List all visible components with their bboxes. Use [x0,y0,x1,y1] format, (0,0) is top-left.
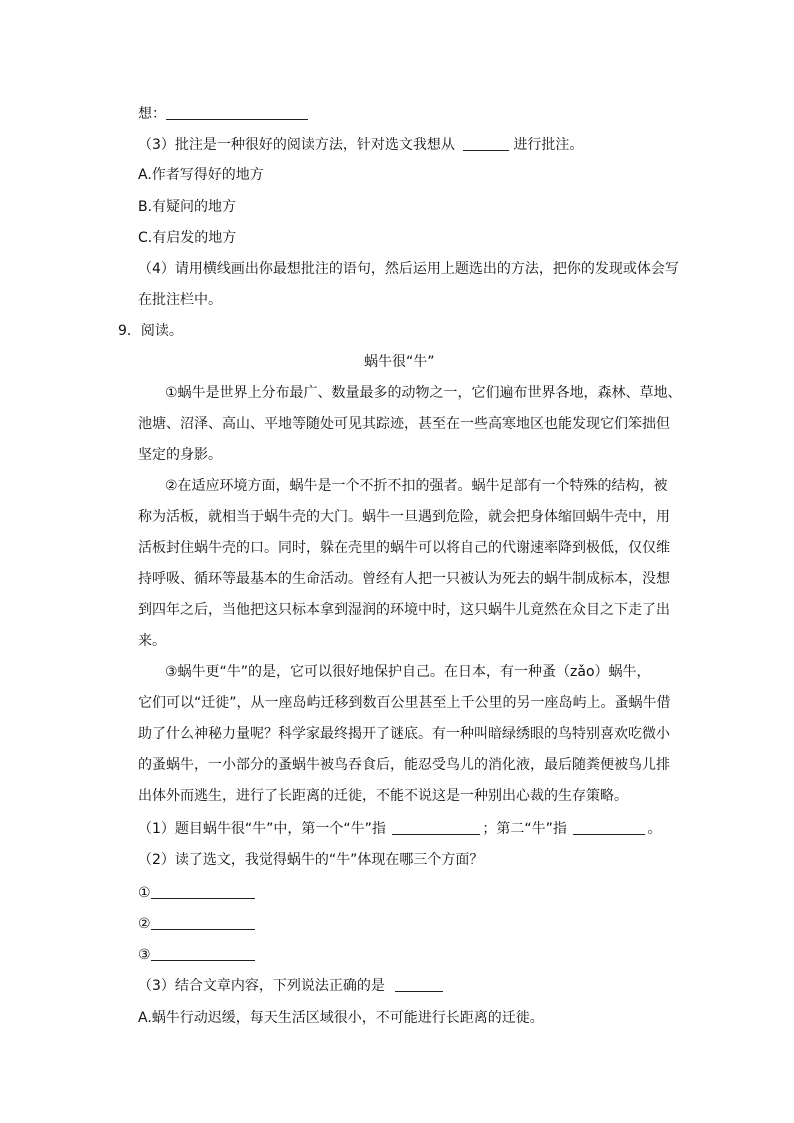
sub3-text: （3）结合文章内容，下列说法正确的是 [138,978,385,994]
option-b: B.有疑问的地方 [138,199,237,215]
para2-line: 来。 [138,633,166,649]
para1-line: ①蜗牛是世界上分布最广、数量最多的动物之一，它们遍布世界各地，森林、草地、 [165,385,682,401]
sub2-question: （2）读了选文，我觉得蜗牛的“牛”体现在哪三个方面？ [138,852,484,868]
sub1-blank-1[interactable] [392,820,480,835]
sub1-text: （1）题目蜗牛很“牛”中，第一个“牛”指 [138,821,386,837]
sub2-answer-2 [138,914,255,934]
q3-text: （3）批注是一种很好的阅读方法，针对选文我想从 [138,137,455,153]
q9-heading [118,321,183,341]
sub2-blank-3[interactable] [151,946,255,961]
q3-text-end: 进行批注。 [513,137,584,153]
para2-line: ②在适应环境方面，蜗牛是一个不折不扣的强者。蜗牛足部有一个特殊的结构，被 [165,478,668,494]
sub3-option-a: A.蜗牛行动迟缓，每天生活区域很小，不可能进行长距离的迁徙。 [138,1010,544,1026]
para2-line: 到四年之后，当他把这只标本拿到湿润的环境中时，这只蜗牛儿竟然在众目之下走了出 [138,602,670,618]
sub2-answer-1 [138,883,255,903]
q4-line-2: 在批注栏中。 [138,292,222,308]
option-a: A.作者写得好的地方 [138,167,264,183]
sub2-marker: ③ [138,947,151,963]
think-line [138,104,308,124]
para3-line: 的蚤蜗牛，一小部分的蚤蜗牛被鸟吞食后，能忍受鸟儿的消化液，最后随粪便被鸟儿排 [138,757,670,773]
para2-line: 持呼吸、循环等最基本的生命活动。曾经有人把一只被认为死去的蜗牛制成标本，没想 [138,571,670,587]
para3-line: 出体外而逃生，进行了长距离的迁徙，不能不说这是一种别出心裁的生存策略。 [138,788,628,804]
sub2-marker: ① [138,885,151,901]
article-title: 蜗牛很“牛” [364,354,435,370]
para2-line: 活板封住蜗牛壳的口。同时，躲在壳里的蜗牛可以将自己的代谢速率降到极低，仅仅维 [138,540,670,556]
q4-line-1: （4）请用横线画出你最想批注的语句，然后运用上题选出的方法，把你的发现或体会写 [138,261,679,277]
option-c: C.有启发的地方 [138,230,237,246]
sub1-text-end: 。 [647,821,662,837]
q9-instruction: 阅读。 [140,323,183,339]
q3-line [138,135,583,155]
para3-line: 它们可以“迁徙”，从一座岛屿迁移到数百公里甚至上千公里的另一座岛屿上。蚤蜗牛借 [138,695,671,711]
sub2-marker: ② [138,916,151,932]
para3-line: 助了什么神秘力量呢？科学家最终揭开了谜底。有一种叫暗绿绣眼的鸟特别喜欢吃微小 [138,726,670,742]
sub1-blank-2[interactable] [573,820,645,835]
sub2-answer-3 [138,945,255,965]
q3-answer-blank[interactable] [463,136,509,151]
sub2-blank-2[interactable] [151,915,255,930]
q9-number: 9． [118,323,141,339]
sub1-line [138,819,661,839]
para1-line: 坚定的身影。 [138,447,222,463]
para3-line: ③蜗牛更“牛”的是，它可以很好地保护自己。在日本，有一种蚤（zǎo）蜗牛， [165,664,651,680]
sub2-blank-1[interactable] [151,884,255,899]
think-label: 想： [138,106,166,122]
sub3-line [138,976,443,996]
para2-line: 称为活板，就相当于蜗牛壳的大门。蜗牛一旦遇到危险，就会把身体缩回蜗牛壳中，用 [138,509,670,525]
para1-line: 池塘、沼泽、高山、平地等随处可见其踪迹，甚至在一些高寒地区也能发现它们笨拙但 [138,416,670,432]
sub3-blank[interactable] [395,977,443,992]
think-answer-blank[interactable] [166,105,308,120]
sub1-text-2: ；第二“牛”指 [482,821,567,837]
